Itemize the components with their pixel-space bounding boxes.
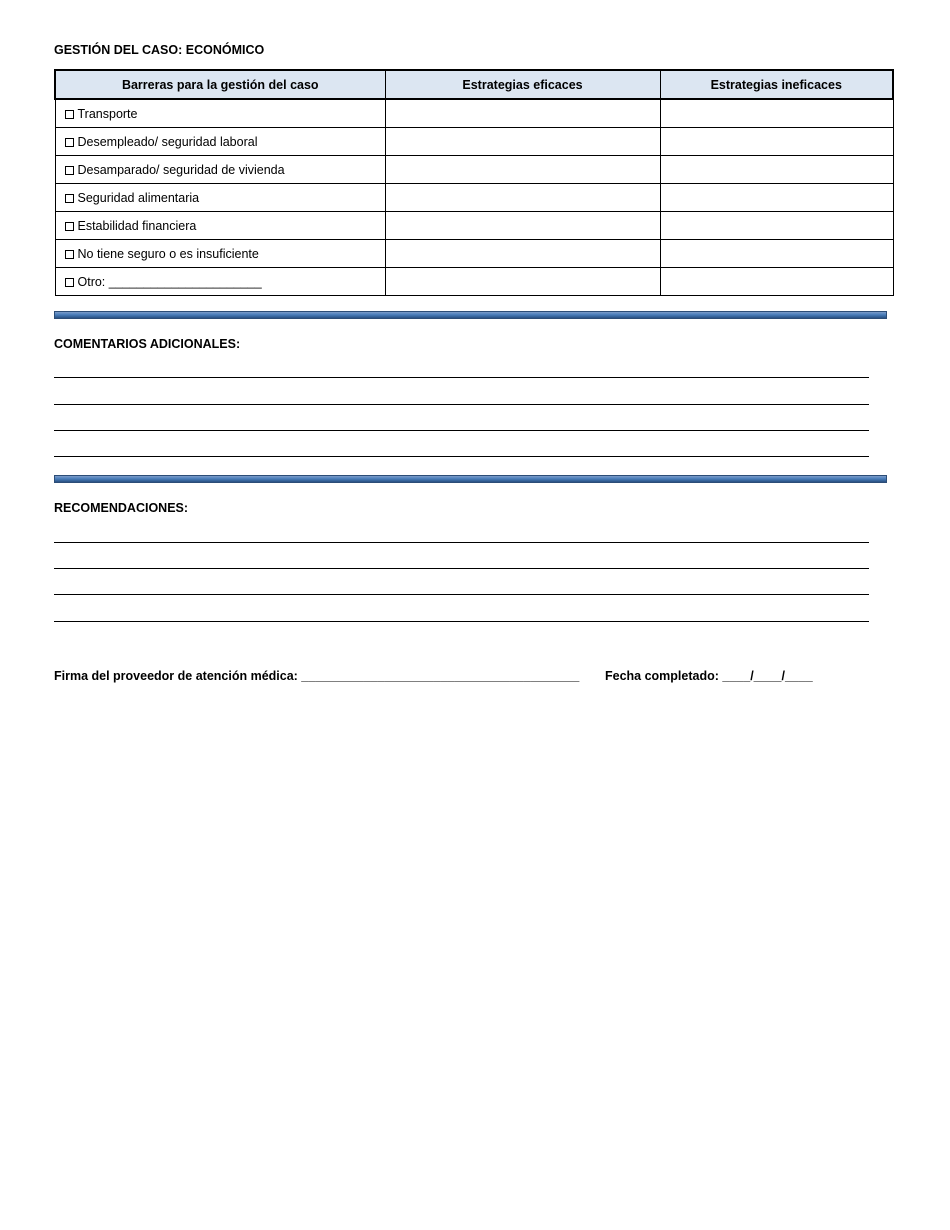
effective-strategy-cell[interactable] [385, 184, 660, 212]
effective-strategy-cell[interactable] [385, 240, 660, 268]
column-header-ineffective: Estrategias ineficaces [660, 70, 893, 99]
table-row [55, 128, 893, 156]
table-row [55, 212, 893, 240]
comment-line[interactable] [54, 377, 869, 378]
recommendation-line[interactable] [54, 568, 869, 569]
effective-strategy-cell[interactable] [385, 212, 660, 240]
barrier-cell [55, 212, 385, 240]
ineffective-strategy-cell[interactable] [660, 156, 893, 184]
barrier-cell [55, 268, 385, 296]
barrier-label: Desamparado/ seguridad de vivienda [77, 162, 285, 177]
checkbox-desamparado[interactable] [65, 166, 74, 175]
barrier-label: Estabilidad financiera [77, 218, 197, 233]
table-row [55, 240, 893, 268]
checkbox-otro[interactable] [65, 278, 74, 287]
barrier-label: Desempleado/ seguridad laboral [77, 134, 258, 149]
comments-title: COMENTARIOS ADICIONALES: [54, 337, 241, 351]
date-completed-field[interactable]: Fecha completado: ____/____/____ [605, 669, 813, 683]
barriers-table [54, 69, 894, 296]
recommendations-title: RECOMENDACIONES: [54, 501, 189, 515]
barrier-cell [55, 156, 385, 184]
checkbox-seguridad-alimentaria[interactable] [65, 194, 74, 203]
table-row [55, 99, 893, 128]
ineffective-strategy-cell[interactable] [660, 128, 893, 156]
table-row [55, 156, 893, 184]
ineffective-strategy-cell[interactable] [660, 184, 893, 212]
comment-line[interactable] [54, 404, 869, 405]
checkbox-sin-seguro[interactable] [65, 250, 74, 259]
ineffective-strategy-cell[interactable] [660, 240, 893, 268]
section-divider [54, 311, 887, 319]
checkbox-desempleado[interactable] [65, 138, 74, 147]
signature-field[interactable]: Firma del proveedor de atención médica: ________________________________________ [54, 669, 580, 683]
table-row [55, 268, 893, 296]
comment-line[interactable] [54, 456, 869, 457]
barrier-label: Otro: ______________________ [77, 274, 262, 289]
effective-strategy-cell[interactable] [385, 156, 660, 184]
barrier-label: Transporte [77, 106, 138, 121]
page-title: GESTIÓN DEL CASO: ECONÓMICO [54, 43, 265, 57]
effective-strategy-cell[interactable] [385, 268, 660, 296]
recommendation-line[interactable] [54, 621, 869, 622]
barrier-label: Seguridad alimentaria [77, 190, 200, 205]
barrier-label: No tiene seguro o es insuficiente [77, 246, 259, 261]
column-header-barriers: Barreras para la gestión del caso [55, 70, 385, 99]
comment-line[interactable] [54, 430, 869, 431]
ineffective-strategy-cell[interactable] [660, 99, 893, 128]
checkbox-estabilidad-financiera[interactable] [65, 222, 74, 231]
ineffective-strategy-cell[interactable] [660, 212, 893, 240]
effective-strategy-cell[interactable] [385, 128, 660, 156]
table-header-row [55, 70, 893, 99]
section-divider [54, 475, 887, 483]
column-header-effective: Estrategias eficaces [385, 70, 660, 99]
barrier-cell [55, 99, 385, 128]
effective-strategy-cell[interactable] [385, 99, 660, 128]
checkbox-transporte[interactable] [65, 110, 74, 119]
ineffective-strategy-cell[interactable] [660, 268, 893, 296]
barrier-cell [55, 184, 385, 212]
barrier-cell [55, 128, 385, 156]
barrier-cell [55, 240, 385, 268]
recommendation-line[interactable] [54, 542, 869, 543]
recommendation-line[interactable] [54, 594, 869, 595]
table-row [55, 184, 893, 212]
